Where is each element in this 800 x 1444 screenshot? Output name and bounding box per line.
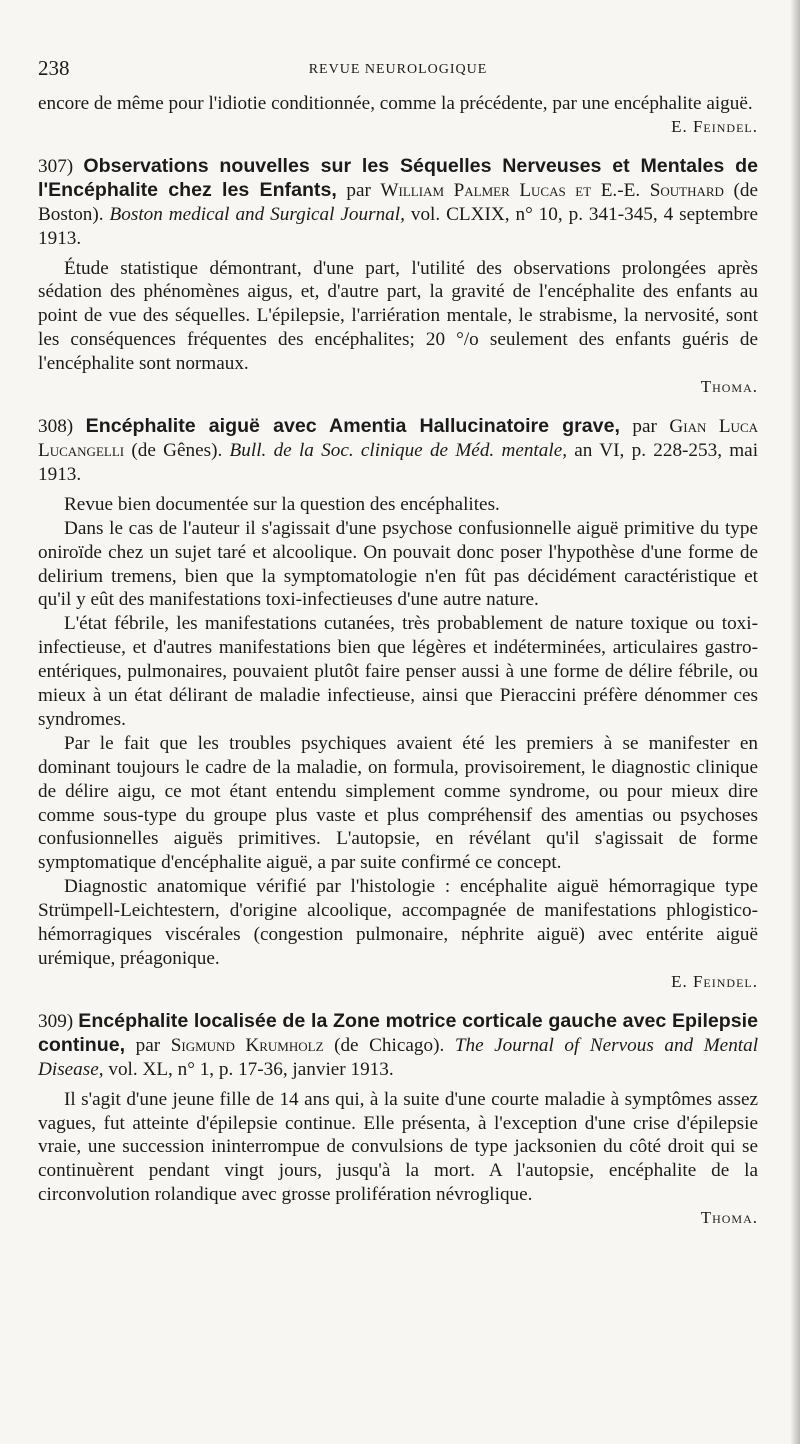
entry-308	[38, 415, 758, 992]
entry-reference: vol. XL, n° 1, p. 17-36, janvier 1913.	[108, 1058, 394, 1080]
page-edge-shadow	[790, 0, 800, 1444]
entry-title: Encéphalite localisée de la Zone motrice corticale gauche avec Epilepsie continue,	[38, 1009, 759, 1056]
entry-by: par	[346, 179, 371, 201]
entry-paragraph: Par le fait que les troubles psychiques avaient été les premiers à se manifester en dominant toujours le cadre de la maladie, on formula, provisoirement, le diagnostic clinique de délire aigu, ce mot étant entendu simplement comme syndrome, ou pour mieux dire comme sous-type du groupe plus vaste et plus compréhensif des amentias ou psychoses confusionnelles aiguës primitives. L'autopsie, en révélant qu'il s'agissait de forme symptomatique d'encéphalite aiguë, a par suite confirmé ce concept.	[38, 732, 758, 874]
entry-heading	[38, 155, 758, 251]
entry-number: 307)	[38, 155, 74, 177]
document-page	[38, 56, 758, 1228]
entry-heading	[38, 415, 758, 487]
entry-journal: The Journal of Nervous and Mental Disease,	[38, 1034, 759, 1080]
running-title: REVUE NEUROLOGIQUE	[308, 62, 488, 77]
entry-authors: William Palmer Lucas et E.-E. Southard	[380, 179, 724, 201]
entry-signature: E. Feindel.	[671, 971, 758, 991]
entry-location: (de Gênes).	[131, 439, 223, 461]
entry-authors: Sigmund Krumholz	[170, 1034, 324, 1056]
entry-by: par	[135, 1034, 161, 1056]
intro-block	[38, 92, 758, 137]
entry-journal: Boston medical and Surgical Journal,	[109, 203, 405, 225]
entry-paragraph: Revue bien documentée sur la question des encéphalites.	[64, 493, 500, 515]
entry-number: 308)	[38, 416, 74, 438]
entry-reference: vol. CLXIX, n° 10, p. 341-345, 4 septembre 1913.	[38, 203, 759, 249]
entry-location: (de Chicago).	[334, 1034, 445, 1056]
entry-309	[38, 1010, 758, 1228]
entry-paragraph: Étude statistique démontrant, d'une part, l'utilité des observations prolongées après sédation des phénomènes aigus, et, d'autre part, la gravité de l'encéphalite des enfants au point de vue des séquelles. L'épilepsie, l'arriération mentale, le strabisme, la nervosité, sont les conséquences fréquentes des encéphalites; 20 °/o seulement des enfants guéris de l'encéphalite sont normaux.	[38, 257, 758, 375]
page-header	[38, 56, 758, 92]
intro-signature: E. Feindel.	[671, 116, 758, 136]
entry-paragraph: Il s'agit d'une jeune fille de 14 ans qui, à la suite d'une courte maladie à symptômes assez vagues, fut atteinte d'épilepsie continue. Elle présenta, à l'exception d'une crise d'épilepsie vraie, une succession ininterrompue de convulsions de type jacksonien du côté droit qui se continuèrent pendant vingt jours, jusqu'à la mort. A l'autopsie, encéphalite de la circonvolution rolandique avec grosse prolifération névroglique.	[38, 1088, 758, 1206]
page-number: 238	[38, 56, 70, 80]
entry-paragraph: Dans le cas de l'auteur il s'agissait d'une psychose confusionnelle aiguë primitive du type oniroïde chez un sujet taré et alcoolique. On pouvait donc poser l'hypothèse d'une forme de delirium tremens, bien que la symptomatologie n'en fût pas décidément caractéristique et qu'il y eût des manifestations toxi-infectieuses d'une autre nature.	[38, 517, 758, 611]
entry-signature: Thoma.	[700, 1208, 758, 1228]
entry-by: par	[632, 416, 657, 438]
entry-journal: Bull. de la Soc. clinique de Méd. mentale,	[229, 439, 568, 461]
intro-text: encore de même pour l'idiotie conditionnée, comme la précédente, par une encéphalite aiguë.	[38, 93, 753, 114]
entry-title: Observations nouvelles sur les Séquelles Nerveuses et Mentales de l'Encéphalite chez les Enfants,	[38, 154, 759, 201]
entry-reference: an VI, p. 228-253, mai 1913.	[38, 439, 759, 485]
entry-number: 309)	[38, 1010, 74, 1032]
entry-authors: Gian Luca Lucangelli	[38, 416, 759, 461]
entry-signature: Thoma.	[700, 377, 758, 397]
entry-location: (de Boston).	[38, 179, 758, 225]
entry-307	[38, 155, 758, 397]
entry-title: Encéphalite aiguë avec Amentia Hallucinatoire grave,	[85, 415, 620, 438]
entry-heading	[38, 1010, 758, 1082]
entry-paragraph: Diagnostic anatomique vérifié par l'histologie : encéphalite aiguë hémorragique type Strümpell-Leichtestern, d'origine alcoolique, accompagnée de manifestations phlogistico-hémorragiques viscérales (congestion pulmonaire, néphrite aiguë) avec entérite aiguë urémique, préagonique.	[38, 876, 758, 969]
entry-paragraph: L'état fébrile, les manifestations cutanées, très probablement de nature toxique ou toxi-infectieuse, et d'autres manifestations bien que légères et indéterminées, articulaires gastro-entériques, pulmonaires, pouvaient plutôt faire penser aussi à une forme de délire fébrile, ou mieux à un état délirant de maladie infectieuse, ainsi que Pieraccini préfère dénommer ces syndromes.	[38, 613, 758, 730]
